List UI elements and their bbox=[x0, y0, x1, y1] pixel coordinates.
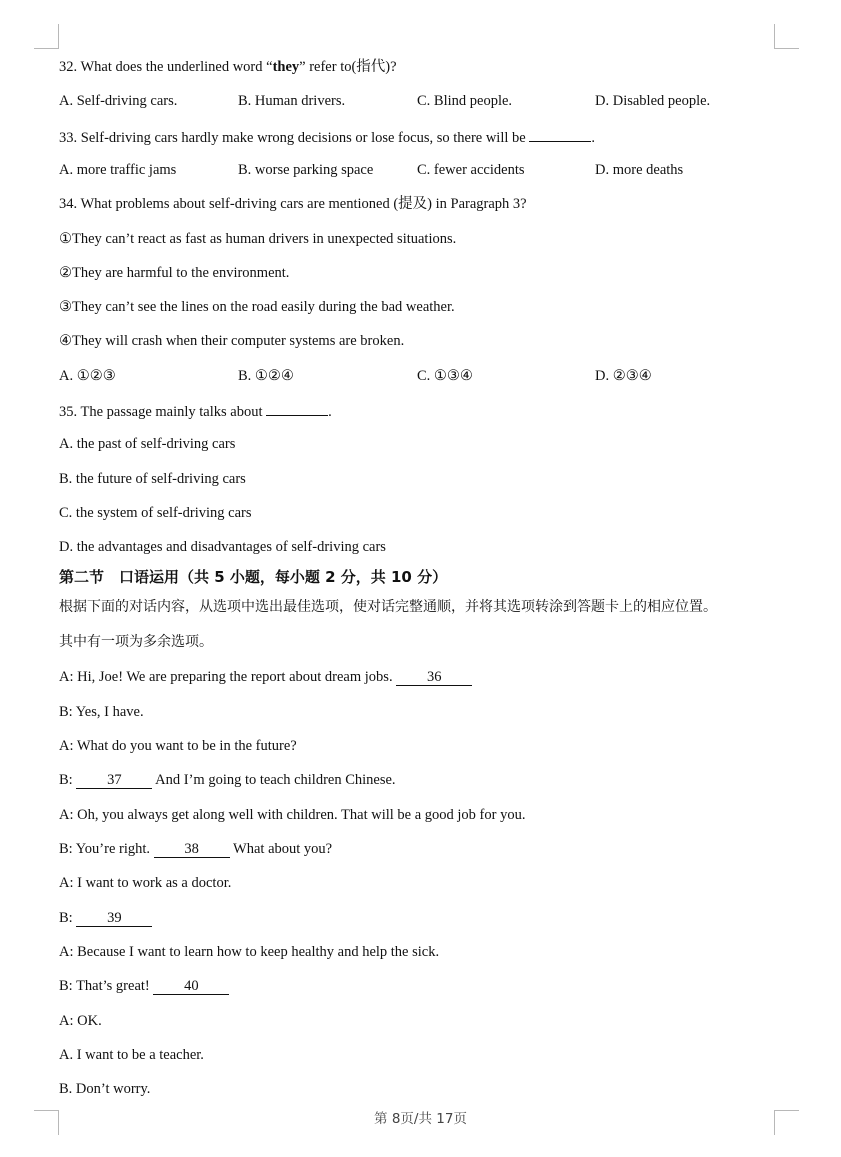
dialogue-line-1 bbox=[59, 668, 472, 686]
q33-stem-end: . bbox=[591, 130, 595, 146]
choice-a: A. I want to be a teacher. bbox=[59, 1047, 204, 1063]
q32-stem bbox=[59, 58, 397, 76]
dialogue-line-6 bbox=[59, 840, 332, 858]
q33-option-d: D. more deaths bbox=[595, 162, 684, 178]
choice-b: B. Don’t worry. bbox=[59, 1081, 151, 1097]
q35-stem-text: 35. The passage mainly talks about bbox=[59, 404, 263, 420]
q34-statement-2: ②They are harmful to the environment. bbox=[59, 265, 290, 281]
q34-option-b: B. ①②④ bbox=[238, 368, 294, 384]
q33-option-b: B. worse parking space bbox=[238, 162, 374, 178]
blank-40: 40 bbox=[153, 978, 229, 995]
q33-stem-text: 33. Self-driving cars hardly make wrong decisions or lose focus, so there will be bbox=[59, 130, 526, 146]
page-footer: 第 8页/共 17页 bbox=[374, 1111, 467, 1127]
blank-37: 37 bbox=[76, 772, 152, 789]
dialogue-line-3: A: What do you want to be in the future? bbox=[59, 738, 297, 754]
q34-stem: 34. What problems about self-driving cars are mentioned (提及) in Paragraph 3? bbox=[59, 196, 527, 212]
q32-option-d: D. Disabled people. bbox=[595, 93, 711, 109]
q35-option-a: A. the past of self-driving cars bbox=[59, 436, 236, 452]
corner-mark-top-left bbox=[34, 24, 59, 49]
q35-stem-end: . bbox=[328, 404, 332, 420]
q35-option-b: B. the future of self-driving cars bbox=[59, 471, 246, 487]
q34-statement-4: ④They will crash when their computer systems are broken. bbox=[59, 333, 405, 349]
blank-38: 38 bbox=[154, 841, 230, 858]
q32-stem-word: they bbox=[272, 59, 300, 75]
section-instruction-2: 其中有一项为多余选项。 bbox=[59, 634, 213, 650]
dialogue-line-4-text: And I’m going to teach children Chinese. bbox=[155, 772, 396, 788]
dialogue-line-5: A: Oh, you always get along well with children. That will be a good job for you. bbox=[59, 807, 526, 823]
dialogue-line-7: A: I want to work as a doctor. bbox=[59, 875, 232, 891]
dialogue-line-6-text: B: You’re right. bbox=[59, 841, 151, 857]
q33-blank bbox=[529, 127, 591, 142]
dialogue-line-10-text: B: That’s great! bbox=[59, 978, 150, 994]
q35-option-d: D. the advantages and disadvantages of self-driving cars bbox=[59, 539, 386, 555]
q32-option-b: B. Human drivers. bbox=[238, 93, 346, 109]
q32-option-a: A. Self-driving cars. bbox=[59, 93, 178, 109]
q32-option-c: C. Blind people. bbox=[417, 93, 513, 109]
section-heading: 第二节 口语运用（共 5 小题，每小题 2 分，共 10 分） bbox=[59, 568, 448, 586]
dialogue-line-10 bbox=[59, 977, 229, 995]
dialogue-line-9: A: Because I want to learn how to keep healthy and help the sick. bbox=[59, 944, 440, 960]
corner-mark-top-right bbox=[774, 24, 799, 49]
q34-option-d: D. ②③④ bbox=[595, 368, 652, 384]
dialogue-line-8 bbox=[59, 909, 152, 927]
q35-blank bbox=[266, 401, 328, 416]
dialogue-line-8-speaker: B: bbox=[59, 910, 73, 926]
dialogue-line-1-text: A: Hi, Joe! We are preparing the report about dream jobs. bbox=[59, 669, 393, 685]
q33-option-c: C. fewer accidents bbox=[417, 162, 525, 178]
blank-36: 36 bbox=[396, 669, 472, 686]
q32-stem-post: ” refer to(指代)? bbox=[299, 59, 397, 75]
q34-option-a: A. ①②③ bbox=[59, 368, 116, 384]
dialogue-line-4-speaker: B: bbox=[59, 772, 73, 788]
dialogue-line-11: A: OK. bbox=[59, 1013, 102, 1029]
section-instruction-1: 根据下面的对话内容，从选项中选出最佳选项，使对话完整通顺，并将其选项转涂到答题卡上的相应位置。 bbox=[59, 599, 717, 615]
dialogue-line-6-text-end: What about you? bbox=[233, 841, 333, 857]
q34-option-c: C. ①③④ bbox=[417, 368, 473, 384]
dialogue-line-4 bbox=[59, 771, 396, 789]
dialogue-line-2: B: Yes, I have. bbox=[59, 704, 144, 720]
q33-option-a: A. more traffic jams bbox=[59, 162, 177, 178]
q34-statement-3: ③They can’t see the lines on the road easily during the bad weather. bbox=[59, 299, 455, 315]
q35-option-c: C. the system of self-driving cars bbox=[59, 505, 252, 521]
q35-stem bbox=[59, 401, 332, 421]
q32-stem-pre: 32. What does the underlined word “ bbox=[59, 59, 273, 75]
q33-stem bbox=[59, 127, 595, 147]
blank-39: 39 bbox=[76, 910, 152, 927]
q34-statement-1: ①They can’t react as fast as human drivers in unexpected situations. bbox=[59, 231, 457, 247]
